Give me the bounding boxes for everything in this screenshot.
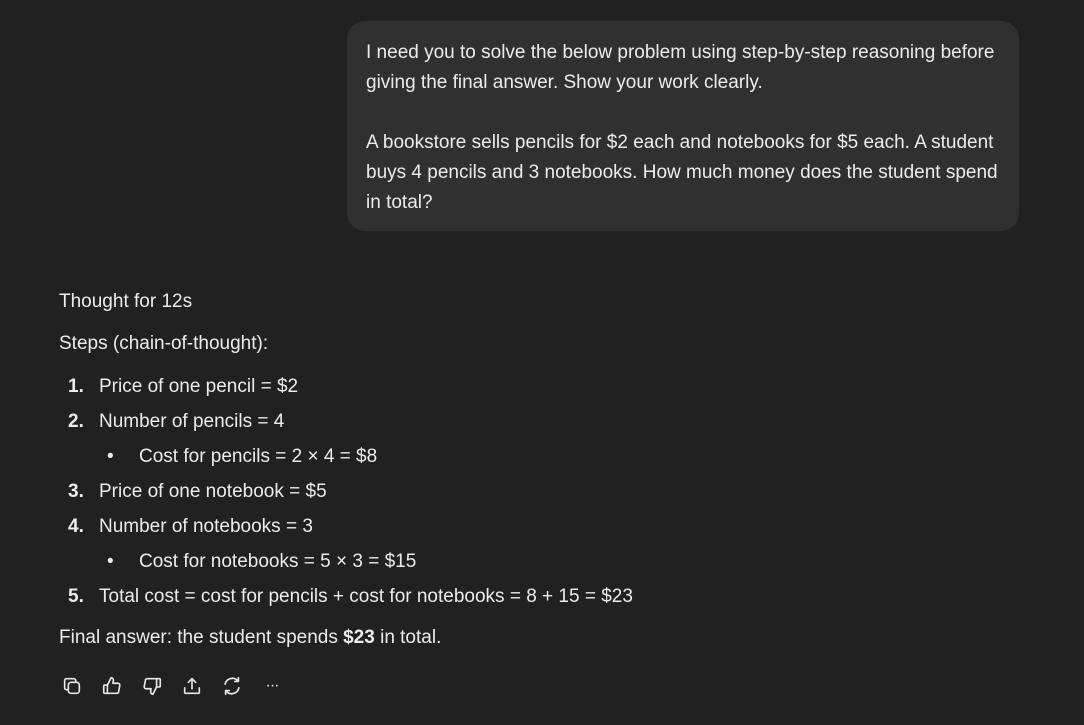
bad-response-button[interactable]: [139, 673, 165, 699]
bullet-icon: •: [107, 446, 114, 467]
copy-icon: [61, 675, 83, 697]
step-item: [59, 369, 1019, 404]
final-answer-suffix: in total.: [374, 627, 442, 648]
share-button[interactable]: [179, 673, 205, 699]
final-answer: [59, 623, 1019, 653]
sub-step-item: [99, 439, 1019, 474]
step-item: [59, 579, 1019, 614]
final-answer-prefix: Final answer: the student spends: [59, 627, 344, 648]
regenerate-icon: [221, 675, 243, 697]
sub-step-item: [99, 544, 1019, 579]
user-message-paragraph: I need you to solve the below problem using step-by-step reasoning before giving the final answer. Show your work clearly.: [366, 42, 995, 93]
sub-step-text: Cost for pencils = 2 × 4 = $8: [139, 446, 378, 467]
step-number: 2.: [68, 411, 84, 432]
step-number: 1.: [68, 376, 84, 397]
step-item: [59, 474, 1019, 509]
step-text: Total cost = cost for pencils + cost for notebooks = 8 + 15 = $23: [99, 586, 633, 607]
user-message-bubble: [347, 21, 1019, 231]
step-item: [59, 509, 1019, 579]
share-icon: [181, 675, 203, 697]
steps-heading: Steps (chain-of-thought):: [59, 333, 269, 354]
sub-step-text: Cost for notebooks = 5 × 3 = $15: [139, 551, 417, 572]
thought-duration-toggle[interactable]: Thought for 12s: [59, 291, 193, 312]
steps-list: [59, 369, 1019, 614]
good-response-button[interactable]: [99, 673, 125, 699]
final-answer-value: $23: [343, 627, 375, 648]
more-icon: ···: [265, 677, 279, 694]
step-text: Number of pencils = 4: [99, 411, 285, 432]
step-number: 5.: [68, 586, 84, 607]
regenerate-button[interactable]: [219, 673, 245, 699]
sub-step-list: [99, 544, 1019, 579]
thumbs-down-icon: [141, 675, 163, 697]
step-number: 4.: [68, 516, 84, 537]
sub-step-list: [99, 439, 1019, 474]
step-text: Number of notebooks = 3: [99, 516, 313, 537]
thumbs-up-icon: [101, 675, 123, 697]
more-options-button[interactable]: [259, 673, 285, 699]
copy-button[interactable]: [59, 673, 85, 699]
user-message-paragraph: A bookstore sells pencils for $2 each and notebooks for $5 each. A student buys 4 pencils and 3 notebooks. How much money does the student spend in total?: [366, 132, 998, 213]
step-text: Price of one notebook = $5: [99, 481, 327, 502]
step-item: [59, 404, 1019, 474]
bullet-icon: •: [107, 551, 114, 572]
step-number: 3.: [68, 481, 84, 502]
assistant-message: [59, 287, 1019, 653]
message-actions: [59, 673, 299, 699]
step-text: Price of one pencil = $2: [99, 376, 299, 397]
